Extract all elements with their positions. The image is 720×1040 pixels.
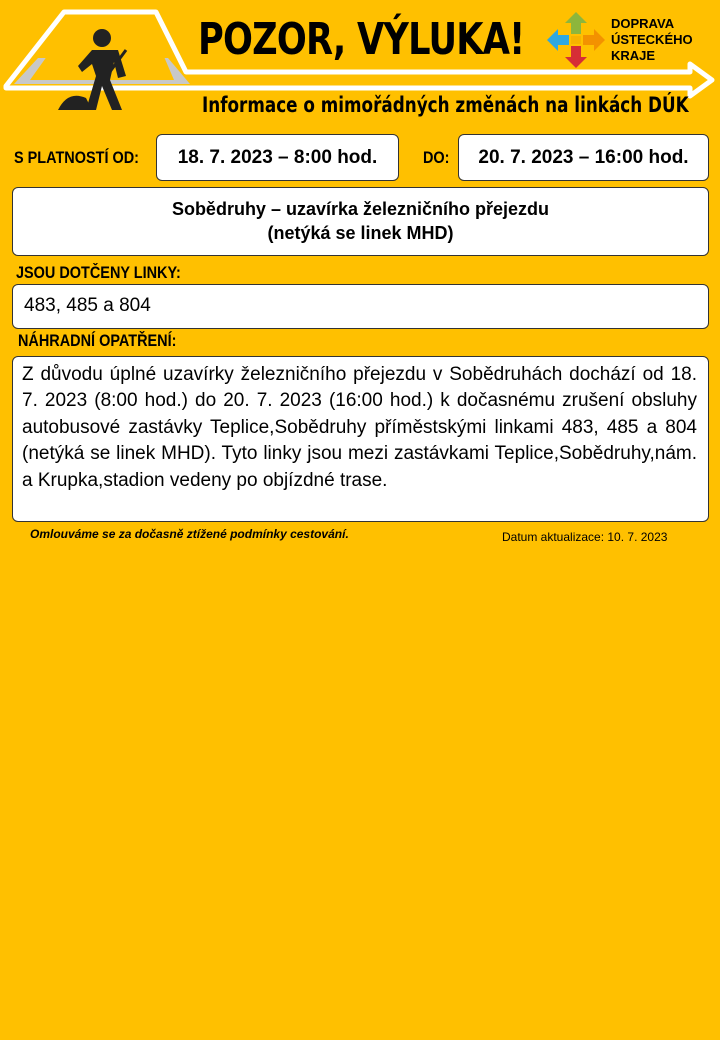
logo-line: ÚSTECKÉHO (611, 32, 693, 47)
road-worker-icon (52, 24, 142, 114)
update-date: Datum aktualizace: 10. 7. 2023 (502, 530, 668, 544)
valid-to-value: 20. 7. 2023 – 16:00 hod. (458, 134, 709, 181)
page-title: POZOR, VÝLUKA! (198, 14, 525, 65)
route-info-box (12, 187, 709, 256)
duk-logo-text (611, 16, 693, 64)
affected-lines-label: JSOU DOTČENY LINKY: (16, 263, 181, 282)
logo-line: DOPRAVA (611, 16, 675, 31)
logo-line: KRAJE (611, 48, 656, 63)
measures-text: Z důvodu úplné uzavírky železničního přejezdu v Sobědruhách dochází od 18. 7. 2023 (8:00 hod.) do 20. 7. 2023 (16:00 hod.) k dočasnému zrušení obsluhy autobusové zastávky Teplice,Sobědruhy příměstskými linkami 483, 485 a 804 (netýká se linek MHD). Tyto linky jsou mezi zastávkami Teplice,Sobědruhy,nám. a Krupka,stadion vedeny po objízdné trase. (12, 356, 709, 522)
affected-lines-value: 483, 485 a 804 (12, 284, 709, 329)
header-banner (0, 0, 720, 128)
apology-note: Omlouváme se za dočasně ztížené podmínky cestování. (30, 527, 349, 541)
valid-from-label: S PLATNOSTÍ OD: (14, 148, 139, 167)
page-subtitle: Informace o mimořádných změnách na linkách DÚK (202, 93, 689, 117)
route-title: Sobědruhy – uzavírka železničního přejezdu (171, 199, 550, 219)
valid-from-value: 18. 7. 2023 – 8:00 hod. (156, 134, 399, 181)
measures-label: NÁHRADNÍ OPATŘENÍ: (18, 331, 177, 350)
route-note: (netýká se linek MHD) (267, 223, 454, 243)
valid-to-label: DO: (423, 148, 450, 167)
duk-logo-icon (545, 10, 607, 70)
